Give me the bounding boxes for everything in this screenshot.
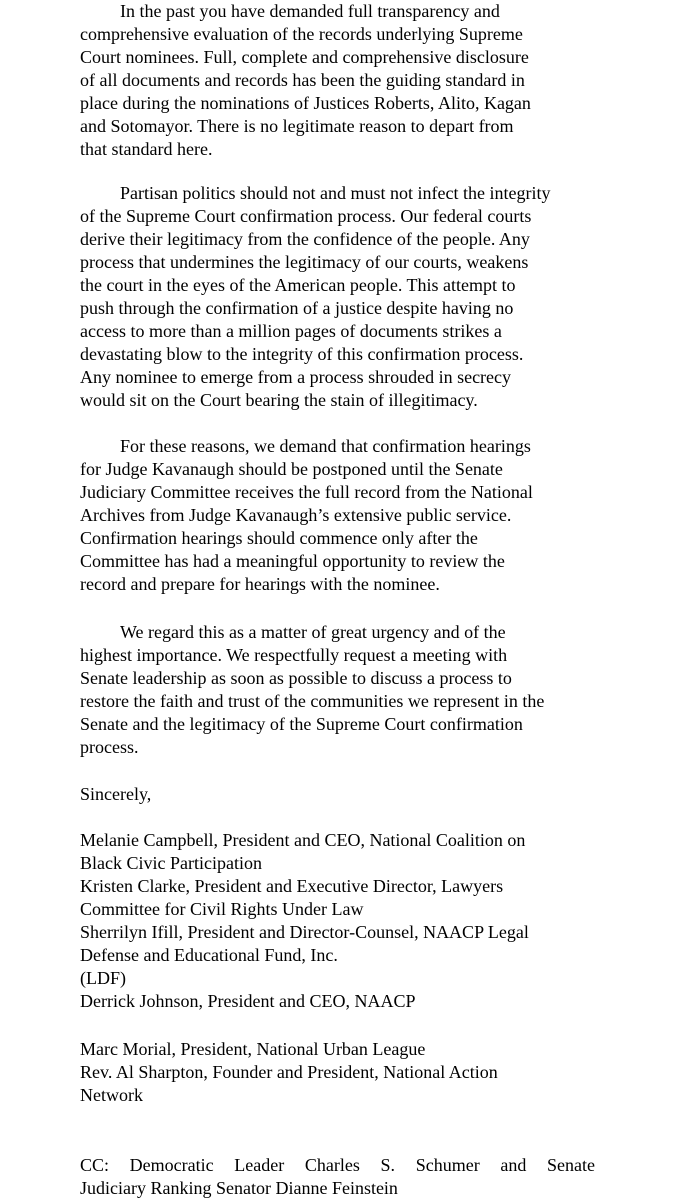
text-line: Partisan politics should not and must not infect the integrity (120, 183, 551, 203)
text-line: We regard this as a matter of great urgency and of the (120, 622, 506, 642)
signatory-line: Rev. Al Sharpton, Founder and President, National Action (80, 1062, 498, 1082)
paragraph-urgency (80, 621, 620, 759)
text-line: In the past you have demanded full transparency and (120, 1, 500, 21)
cc-word: Schumer (415, 1155, 480, 1175)
signatory-line: Defense and Educational Fund, Inc. (80, 945, 338, 965)
signatory-line: (LDF) (80, 968, 126, 988)
text-line: Archives from Judge Kavanaugh’s extensive public service. (80, 505, 512, 525)
text-line: of all documents and records has been the guiding standard in (80, 70, 525, 90)
text-line: Judiciary Committee receives the full record from the National (80, 482, 533, 502)
cc-block (80, 1154, 620, 1200)
text-line: devastating blow to the integrity of this confirmation process. (80, 344, 524, 364)
text-line: access to more than a million pages of documents strikes a (80, 321, 502, 341)
text-line: and Sotomayor. There is no legitimate reason to depart from (80, 116, 514, 136)
cc-word: Charles (304, 1155, 360, 1175)
text-line: of the Supreme Court confirmation process. Our federal courts (80, 206, 532, 226)
text-line: Any nominee to emerge from a process shrouded in secrecy (80, 367, 512, 387)
text-line: For these reasons, we demand that confirmation hearings (120, 436, 531, 456)
text-line: push through the confirmation of a justice despite having no (80, 298, 514, 318)
text-line: record and prepare for hearings with the nominee. (80, 574, 440, 594)
text-line: the court in the eyes of the American people. This attempt to (80, 275, 516, 295)
paragraph-partisan-politics (80, 182, 620, 412)
text-line: for Judge Kavanaugh should be postponed until the Senate (80, 459, 503, 479)
signatory-line: Derrick Johnson, President and CEO, NAACP (80, 991, 416, 1011)
cc-word: Democratic (129, 1155, 214, 1175)
cc-word: S. (380, 1155, 396, 1175)
paragraph-demand-postponement (80, 435, 620, 596)
text-line: comprehensive evaluation of the records underlying Supreme (80, 24, 523, 44)
text-line: process. (80, 737, 139, 757)
cc-line-1 (80, 1154, 595, 1177)
signatory-line: Kristen Clarke, President and Executive Director, Lawyers (80, 876, 504, 896)
text-line: derive their legitimacy from the confidence of the people. Any (80, 229, 530, 249)
text-line: process that undermines the legitimacy of our courts, weakens (80, 252, 529, 272)
text-line: Senate and the legitimacy of the Supreme Court confirmation (80, 714, 523, 734)
signatory-line: Marc Morial, President, National Urban League (80, 1039, 426, 1059)
text-line: place during the nominations of Justices Roberts, Alito, Kagan (80, 93, 531, 113)
signatories-group-2 (80, 1038, 620, 1107)
cc-word: CC: (80, 1155, 110, 1175)
cc-word: Senate (547, 1155, 595, 1175)
closing-salutation (80, 783, 620, 806)
text-line: Senate leadership as soon as possible to discuss a process to (80, 668, 512, 688)
text-line: Court nominees. Full, complete and comprehensive disclosure (80, 47, 529, 67)
text-line: Confirmation hearings should commence only after the (80, 528, 478, 548)
cc-word: and (500, 1155, 527, 1175)
signatory-line: Black Civic Participation (80, 853, 262, 873)
text-line: Committee has had a meaningful opportunity to review the (80, 551, 505, 571)
signatory-line: Melanie Campbell, President and CEO, National Coalition on (80, 830, 526, 850)
text-line: highest importance. We respectfully request a meeting with (80, 645, 508, 665)
closing-text: Sincerely, (80, 784, 152, 804)
signatory-line: Network (80, 1085, 143, 1105)
signatory-line: Committee for Civil Rights Under Law (80, 899, 364, 919)
text-line: that standard here. (80, 139, 213, 159)
text-line: restore the faith and trust of the communities we represent in the (80, 691, 545, 711)
paragraph-transparency (80, 0, 620, 161)
signatories-group-1 (80, 829, 620, 1013)
signatory-line: Sherrilyn Ifill, President and Director-Counsel, NAACP Legal (80, 922, 529, 942)
cc-word: Leader (234, 1155, 285, 1175)
cc-line-2: Judiciary Ranking Senator Dianne Feinstein (80, 1178, 398, 1198)
text-line: would sit on the Court bearing the stain of illegitimacy. (80, 390, 478, 410)
